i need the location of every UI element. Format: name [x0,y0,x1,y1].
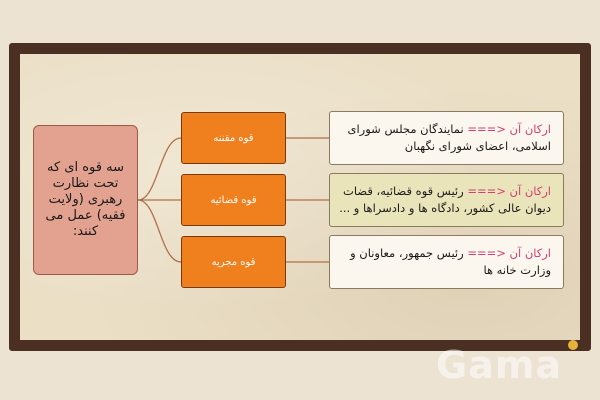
power-label-judicial: قوه قضائیه [210,194,257,206]
description-box-legislative [329,111,564,165]
power-box-executive [181,236,286,288]
power-label-legislative: قوه مقننه [213,132,254,144]
description-prefix: ارکان آن <=== [467,246,551,260]
description-prefix: ارکان آن <=== [467,122,551,136]
description-text: نمایندگان مجلس شورای اسلامی، اعضای شورای نگهبان [347,122,551,153]
description-box-judicial [329,173,564,227]
connector-main-to-legislative [138,138,181,200]
logo-mark-icon [568,340,578,350]
power-box-legislative [181,112,286,164]
main-concept-text: سه قوه ای که تحت نظارت رهبری (ولایت فقیه) عمل می کنند: [45,160,126,239]
description-box-executive [329,235,564,289]
description-prefix: ارکان آن <=== [467,184,551,198]
connector-main-to-executive [138,200,181,262]
description-text: رئیس قوه قضائیه، قضات دیوان عالی کشور، دادگاه ها و دادسراها و ... [339,184,551,215]
main-concept-box [33,125,138,275]
gama-logo: Gama [436,343,563,387]
description-text: رئیس جمهور، معاونان و وزارت خانه ها [350,246,551,277]
power-label-executive: قوه مجریه [211,256,256,268]
power-box-judicial [181,174,286,226]
